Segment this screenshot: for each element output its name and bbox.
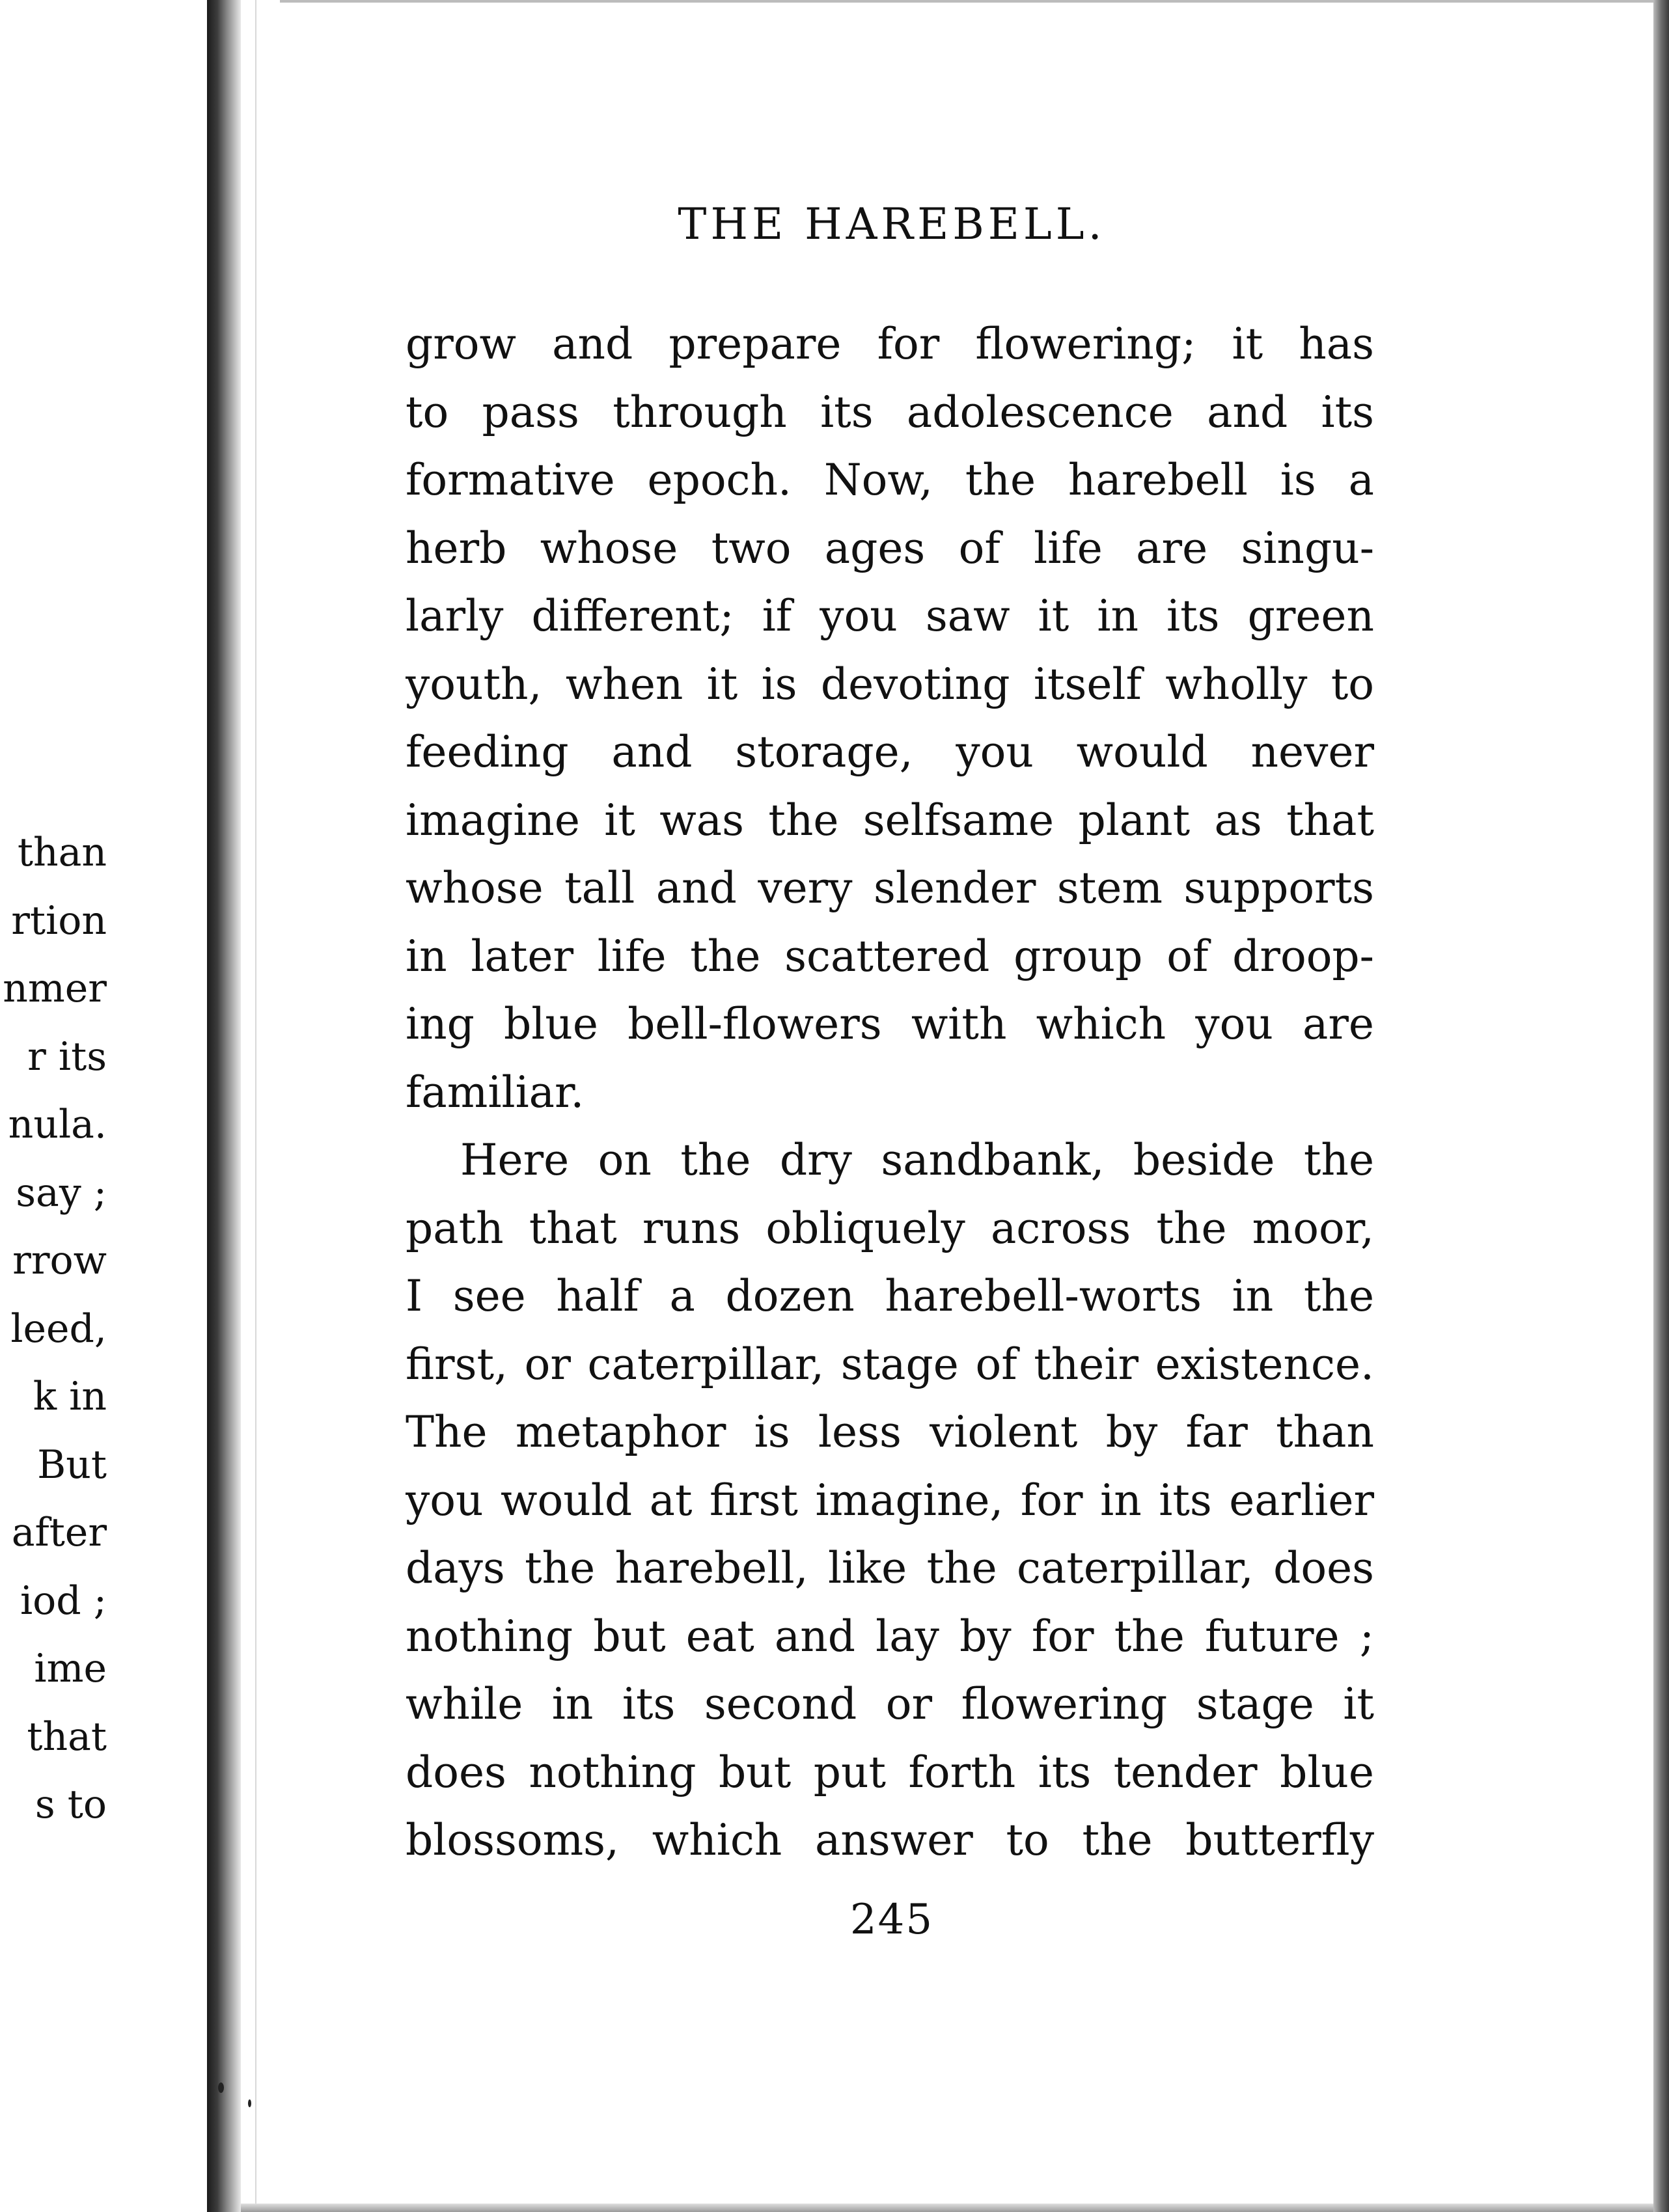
- body-text: [406, 310, 1374, 1875]
- text-line: first, or caterpillar, stage of their existence.: [406, 1339, 1374, 1389]
- text-line: youth, when it is devoting itself wholly to: [406, 659, 1374, 709]
- text-line: nothing but eat and lay by for the future ;: [406, 1611, 1374, 1661]
- facing-page-line: nmer: [3, 966, 107, 1011]
- text-line: grow and prepare for flowering; it has: [406, 319, 1374, 369]
- text-line: you would at first imagine, for in its earlier: [406, 1475, 1374, 1525]
- facing-page-line: say ;: [16, 1169, 107, 1216]
- page-inner-edge: [255, 0, 256, 2212]
- facing-page-line: after: [11, 1510, 107, 1555]
- scan-speck: [218, 2082, 224, 2093]
- page-top-edge: [280, 0, 1653, 3]
- running-head: THE HAREBELL.: [678, 199, 1106, 249]
- book-gutter: [207, 0, 241, 2212]
- facing-page-line: ime: [34, 1646, 107, 1691]
- text-line: Here on the dry sandbank, beside the: [460, 1135, 1374, 1185]
- text-line: whose tall and very slender stem supports: [406, 863, 1374, 913]
- text-line: to pass through its adolescence and its: [406, 387, 1374, 437]
- text-line: imagine it was the selfsame plant as that: [406, 795, 1374, 845]
- text-line: larly different; if you saw it in its green: [406, 591, 1374, 641]
- text-line: days the harebell, like the caterpillar, does: [406, 1543, 1374, 1593]
- text-line: herb whose two ages of life are singu-: [406, 523, 1374, 573]
- facing-page-line: that: [27, 1714, 107, 1760]
- facing-page-line: leed,: [10, 1305, 107, 1352]
- facing-page-line: than: [17, 830, 107, 875]
- scan-speck: [248, 2099, 251, 2107]
- text-line: I see half a dozen harebell-worts in the: [406, 1271, 1374, 1321]
- text-line: blossoms, which answer to the butterfly: [406, 1815, 1374, 1865]
- page-outer-edge: [1653, 0, 1669, 2212]
- page-bottom-edge: [241, 2204, 1653, 2212]
- text-line: feeding and storage, you would never: [406, 727, 1374, 777]
- facing-page-line: rtion: [11, 897, 107, 944]
- facing-page-line: k in: [33, 1374, 107, 1419]
- facing-page-line: But: [37, 1441, 107, 1488]
- text-line: The metaphor is less violent by far than: [406, 1407, 1374, 1457]
- page-number: 245: [849, 1896, 934, 1944]
- text-line: does nothing but put forth its tender blue: [406, 1747, 1374, 1797]
- facing-page-line: iod ;: [20, 1577, 107, 1624]
- text-line: formative epoch. Now, the harebell is a: [406, 455, 1374, 505]
- facing-page-line: s to: [34, 1782, 107, 1827]
- facing-page-line: nula.: [8, 1102, 107, 1147]
- text-line: path that runs obliquely across the moor,: [406, 1203, 1374, 1253]
- text-line: ing blue bell-flowers with which you are: [406, 999, 1374, 1049]
- text-line: while in its second or flowering stage it: [406, 1679, 1374, 1729]
- text-line: familiar.: [406, 1067, 585, 1117]
- facing-page-line: r its: [27, 1033, 107, 1080]
- facing-page-line: rrow: [12, 1238, 107, 1283]
- text-line: in later life the scattered group of droop-: [406, 931, 1374, 981]
